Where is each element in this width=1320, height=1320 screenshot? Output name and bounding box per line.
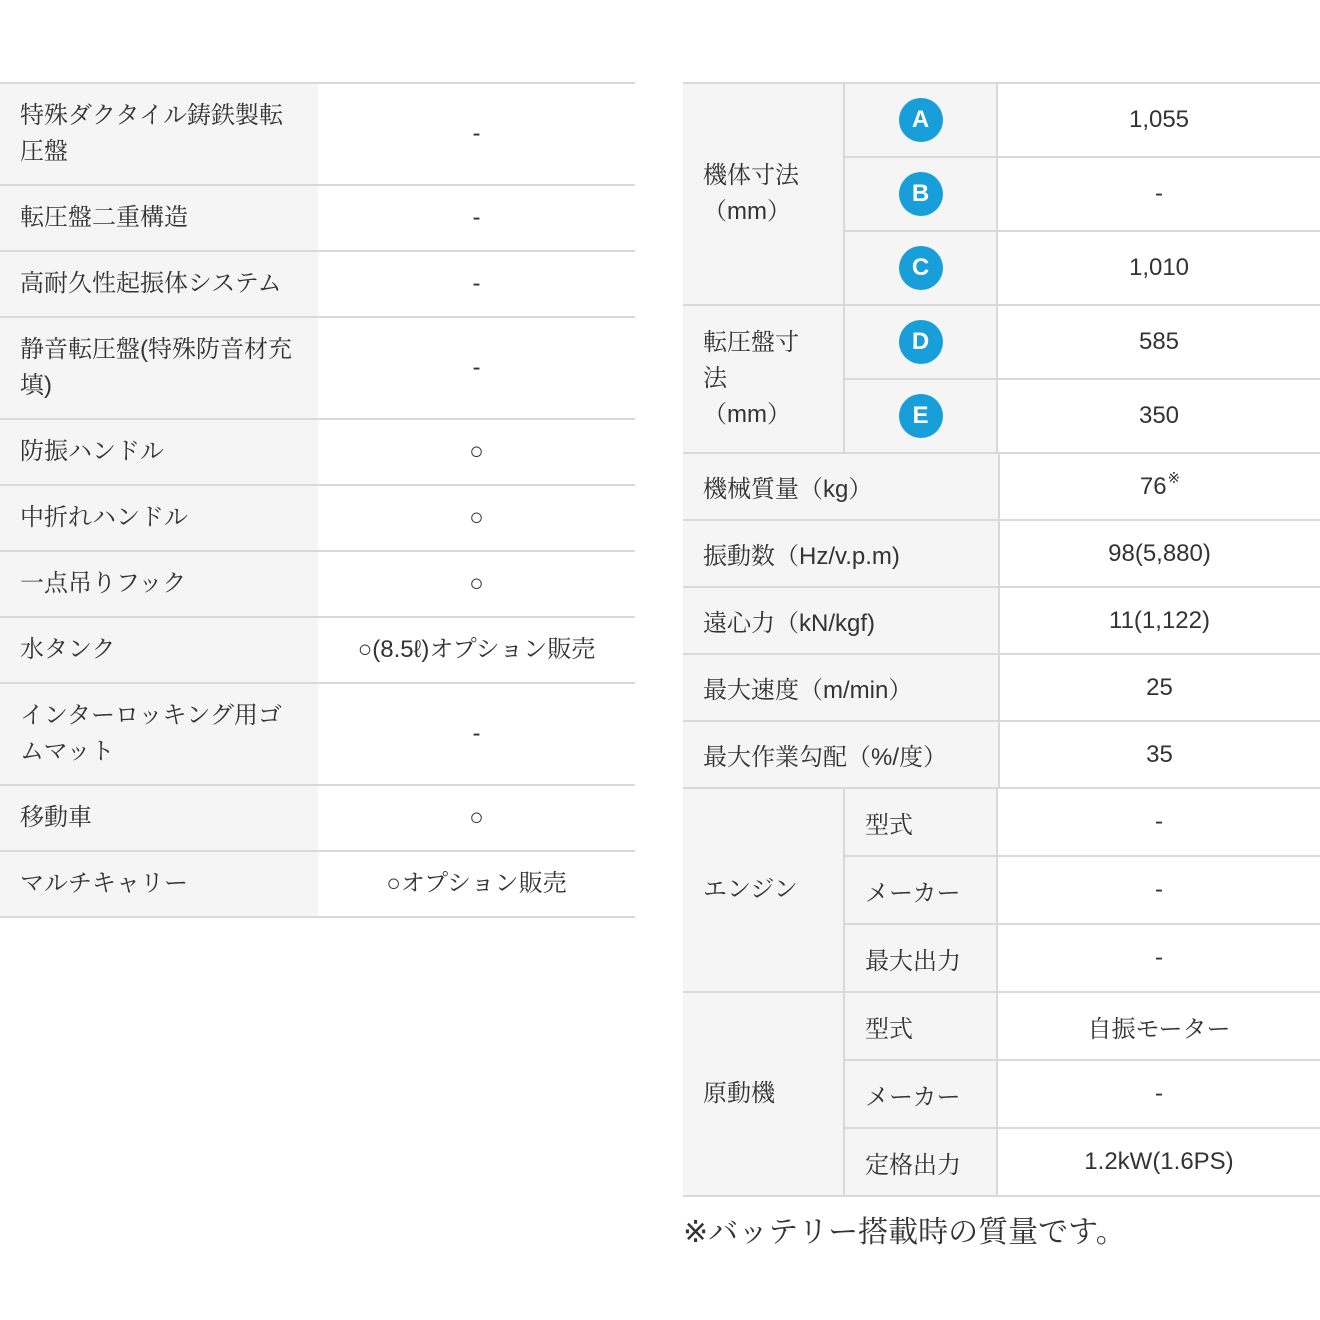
- dimension-badge-a: A: [899, 98, 943, 142]
- feature-value: ○(8.5ℓ)オプション販売: [357, 636, 596, 663]
- feature-label: 水タンク: [0, 618, 318, 682]
- table-row: [0, 420, 635, 486]
- spec-label: 振動数（Hz/v.p.m): [683, 521, 1000, 586]
- feature-value: -: [472, 120, 481, 147]
- dimension-value: 585: [1138, 328, 1180, 355]
- spec-row-max-speed: [683, 655, 1320, 722]
- spec-sub-label: 型式: [845, 789, 998, 855]
- table-row: [845, 84, 1320, 158]
- spec-value: -: [1155, 808, 1163, 835]
- spec-group-label: [683, 789, 845, 991]
- feature-label: 中折れハンドル: [0, 486, 318, 550]
- spec-value: [1000, 722, 1320, 787]
- feature-label: 防振ハンドル: [0, 420, 318, 484]
- table-row: [0, 318, 635, 420]
- table-row: [845, 1061, 1320, 1129]
- spec-group-label: [683, 306, 845, 452]
- feature-label: 移動車: [0, 786, 318, 850]
- dimension-value: 1,010: [1128, 254, 1190, 281]
- spec-value: -: [1155, 876, 1163, 903]
- table-row: [845, 232, 1320, 304]
- spec-row-centrifugal-force: [683, 588, 1320, 655]
- table-row: [0, 786, 635, 852]
- spec-label: 最大作業勾配（%/度）: [683, 722, 1000, 787]
- badge-cell: [845, 158, 998, 230]
- feature-label: インターロッキング用ゴムマット: [0, 684, 318, 784]
- feature-value: -: [472, 270, 481, 297]
- spec-section-engine: [683, 789, 1320, 993]
- spec-value: -: [1155, 1080, 1163, 1107]
- feature-value: -: [472, 354, 481, 381]
- spec-sub-label: 型式: [845, 993, 998, 1059]
- spec-section-plate-dimensions: [683, 306, 1320, 454]
- spec-column: [683, 82, 1320, 1253]
- badge-cell: [845, 306, 998, 378]
- feature-label: マルチキャリー: [0, 852, 318, 916]
- badge-cell: [845, 84, 998, 156]
- spec-row-max-gradient: [683, 722, 1320, 789]
- spec-value: 1.2kW(1.6PS): [1084, 1148, 1234, 1175]
- spec-section-prime-mover: [683, 993, 1320, 1197]
- dimension-badge-d: D: [899, 320, 943, 364]
- spec-sub-label: 最大出力: [845, 925, 998, 991]
- table-row: [845, 380, 1320, 452]
- spec-value: 自振モーター: [1087, 1015, 1231, 1043]
- spec-value: [1000, 454, 1320, 519]
- table-row: [0, 684, 635, 786]
- value-text: 76: [1139, 472, 1167, 500]
- feature-value: ○: [469, 804, 484, 831]
- feature-value: -: [472, 204, 481, 231]
- table-row: [0, 84, 635, 186]
- table-row: [0, 186, 635, 252]
- group-unit: （mm）: [703, 198, 791, 225]
- table-row: [0, 552, 635, 618]
- spec-group-label: [683, 84, 845, 304]
- dimension-badge-e: E: [899, 394, 943, 438]
- group-name: エンジン: [703, 876, 798, 903]
- spec-row-vibration: [683, 521, 1320, 588]
- value-text: 25: [1146, 673, 1173, 701]
- dimension-badge-c: C: [899, 246, 943, 290]
- table-row: [0, 486, 635, 552]
- spec-row-machine-weight: [683, 454, 1320, 521]
- feature-value: ○: [469, 570, 484, 597]
- feature-label: 転圧盤二重構造: [0, 186, 318, 250]
- feature-label: 静音転圧盤(特殊防音材充填): [0, 318, 318, 418]
- dimension-badge-b: B: [899, 172, 943, 216]
- spec-sub-label: メーカー: [845, 857, 998, 923]
- value-text: 11(1,122): [1109, 606, 1210, 634]
- value-footnote-mark: ※: [1167, 469, 1181, 487]
- feature-value: ○: [469, 438, 484, 465]
- value-text: 98(5,880): [1108, 539, 1211, 567]
- spec-group-label: [683, 993, 845, 1195]
- table-row: [845, 158, 1320, 232]
- spec-value: [1000, 588, 1320, 653]
- table-row: [845, 789, 1320, 857]
- spec-section-body-dimensions: [683, 84, 1320, 306]
- footnote: ※バッテリー搭載時の質量です。: [683, 1216, 1126, 1249]
- group-name: 機体寸法: [703, 162, 799, 189]
- table-row: [0, 252, 635, 318]
- table-row: [845, 1129, 1320, 1195]
- group-unit: （mm）: [703, 401, 791, 428]
- table-row: [845, 993, 1320, 1061]
- dimension-value: -: [1155, 180, 1163, 207]
- feature-value: ○: [469, 504, 484, 531]
- spec-value: [1000, 655, 1320, 720]
- badge-cell: [845, 380, 998, 452]
- features-table: [0, 82, 635, 918]
- value-text: 35: [1146, 740, 1173, 768]
- feature-value: ○オプション販売: [386, 870, 567, 897]
- spec-table: [683, 82, 1320, 1197]
- feature-label: 高耐久性起振体システム: [0, 252, 318, 316]
- spec-label: 遠心力（kN/kgf): [683, 588, 1000, 653]
- spec-label: 最大速度（m/min）: [683, 655, 1000, 720]
- badge-cell: [845, 232, 998, 304]
- feature-label: 一点吊りフック: [0, 552, 318, 616]
- group-name: 転圧盤寸法: [703, 329, 799, 392]
- spec-label: 機械質量（kg）: [683, 454, 1000, 519]
- feature-label: 特殊ダクタイル鋳鉄製転圧盤: [0, 84, 318, 184]
- feature-value: -: [472, 720, 481, 747]
- spec-sub-label: 定格出力: [845, 1129, 998, 1195]
- table-row: [0, 618, 635, 684]
- spec-value: -: [1155, 944, 1163, 971]
- table-row: [845, 857, 1320, 925]
- dimension-value: 350: [1138, 402, 1180, 429]
- spec-value: [1000, 521, 1320, 586]
- spec-sub-label: メーカー: [845, 1061, 998, 1127]
- table-row: [845, 306, 1320, 380]
- table-row: [845, 925, 1320, 991]
- dimension-value: 1,055: [1128, 106, 1190, 133]
- group-name: 原動機: [703, 1080, 775, 1107]
- table-row: [0, 852, 635, 918]
